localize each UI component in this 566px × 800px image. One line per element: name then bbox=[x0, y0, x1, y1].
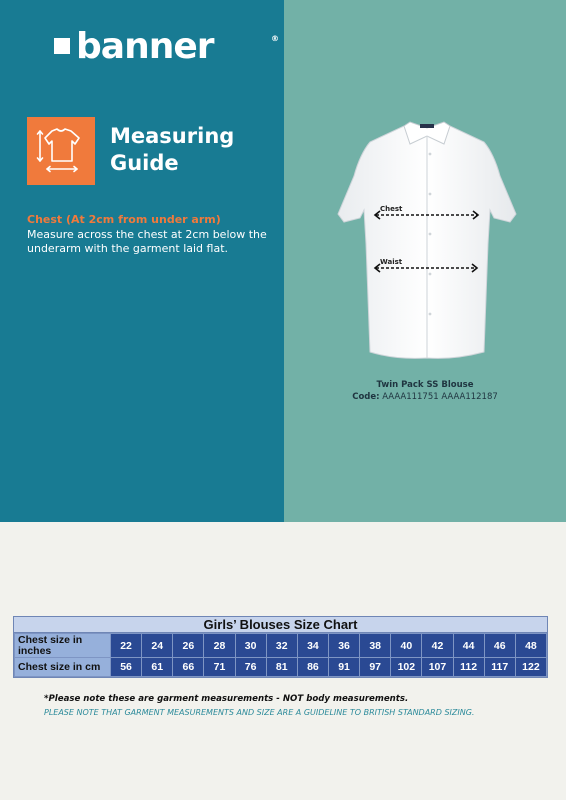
inch-cell: 32 bbox=[266, 634, 297, 658]
garment-note: *Please note these are garment measurements - NOT body measurements. bbox=[44, 694, 409, 704]
cm-cell: 122 bbox=[515, 658, 546, 677]
inch-cell: 44 bbox=[453, 634, 484, 658]
cm-cell: 97 bbox=[360, 658, 391, 677]
cm-cell: 81 bbox=[266, 658, 297, 677]
inch-cell: 22 bbox=[111, 634, 142, 658]
chest-label: Chest bbox=[380, 205, 403, 213]
measuring-guide-title bbox=[110, 123, 234, 177]
chest-heading: Chest (At 2cm from under arm) bbox=[27, 213, 221, 226]
cm-cell: 117 bbox=[484, 658, 515, 677]
product-code bbox=[284, 392, 566, 402]
row-header-cm: Chest size in cm bbox=[15, 658, 111, 677]
table-row bbox=[15, 658, 547, 677]
logo-text: banner bbox=[76, 26, 214, 67]
table-row bbox=[15, 634, 547, 658]
inch-cell: 30 bbox=[235, 634, 266, 658]
inch-cell: 26 bbox=[173, 634, 204, 658]
sizing-note: PLEASE NOTE THAT GARMENT MEASUREMENTS AND SIZE ARE A GUIDELINE TO BRITISH STANDARD SIZING. bbox=[44, 708, 475, 717]
inch-cell: 36 bbox=[328, 634, 359, 658]
row-header-inches: Chest size in inches bbox=[15, 634, 111, 658]
cm-cell: 56 bbox=[111, 658, 142, 677]
code-label: Code: bbox=[352, 392, 380, 402]
cm-cell: 61 bbox=[142, 658, 173, 677]
left-panel bbox=[0, 0, 284, 522]
inch-cell: 46 bbox=[484, 634, 515, 658]
size-chart-table bbox=[14, 633, 547, 677]
registered-mark: ® bbox=[271, 34, 279, 43]
cm-cell: 71 bbox=[204, 658, 235, 677]
cm-cell: 91 bbox=[328, 658, 359, 677]
inch-cell: 38 bbox=[360, 634, 391, 658]
inch-cell: 34 bbox=[297, 634, 328, 658]
inch-cell: 28 bbox=[204, 634, 235, 658]
inch-cell: 24 bbox=[142, 634, 173, 658]
cm-cell: 86 bbox=[297, 658, 328, 677]
code-value: AAAA111751 AAAA112187 bbox=[382, 392, 498, 402]
waist-label: Waist bbox=[380, 258, 403, 266]
title-line-2: Guide bbox=[110, 151, 179, 175]
cm-cell: 76 bbox=[235, 658, 266, 677]
cm-cell: 102 bbox=[391, 658, 422, 677]
chest-description: Measure across the chest at 2cm below the underarm with the garment laid flat. bbox=[27, 228, 267, 255]
cm-cell: 107 bbox=[422, 658, 453, 677]
blouse-image bbox=[334, 114, 520, 362]
size-chart-title: Girls’ Blouses Size Chart bbox=[14, 617, 547, 633]
cm-cell: 112 bbox=[453, 658, 484, 677]
product-name: Twin Pack SS Blouse bbox=[376, 380, 474, 390]
inch-cell: 42 bbox=[422, 634, 453, 658]
inch-cell: 48 bbox=[515, 634, 546, 658]
inch-cell: 40 bbox=[391, 634, 422, 658]
cm-cell: 66 bbox=[173, 658, 204, 677]
tshirt-measure-icon bbox=[27, 117, 95, 185]
title-line-1: Measuring bbox=[110, 124, 235, 148]
logo-square-icon bbox=[54, 38, 70, 54]
size-chart bbox=[13, 616, 548, 678]
